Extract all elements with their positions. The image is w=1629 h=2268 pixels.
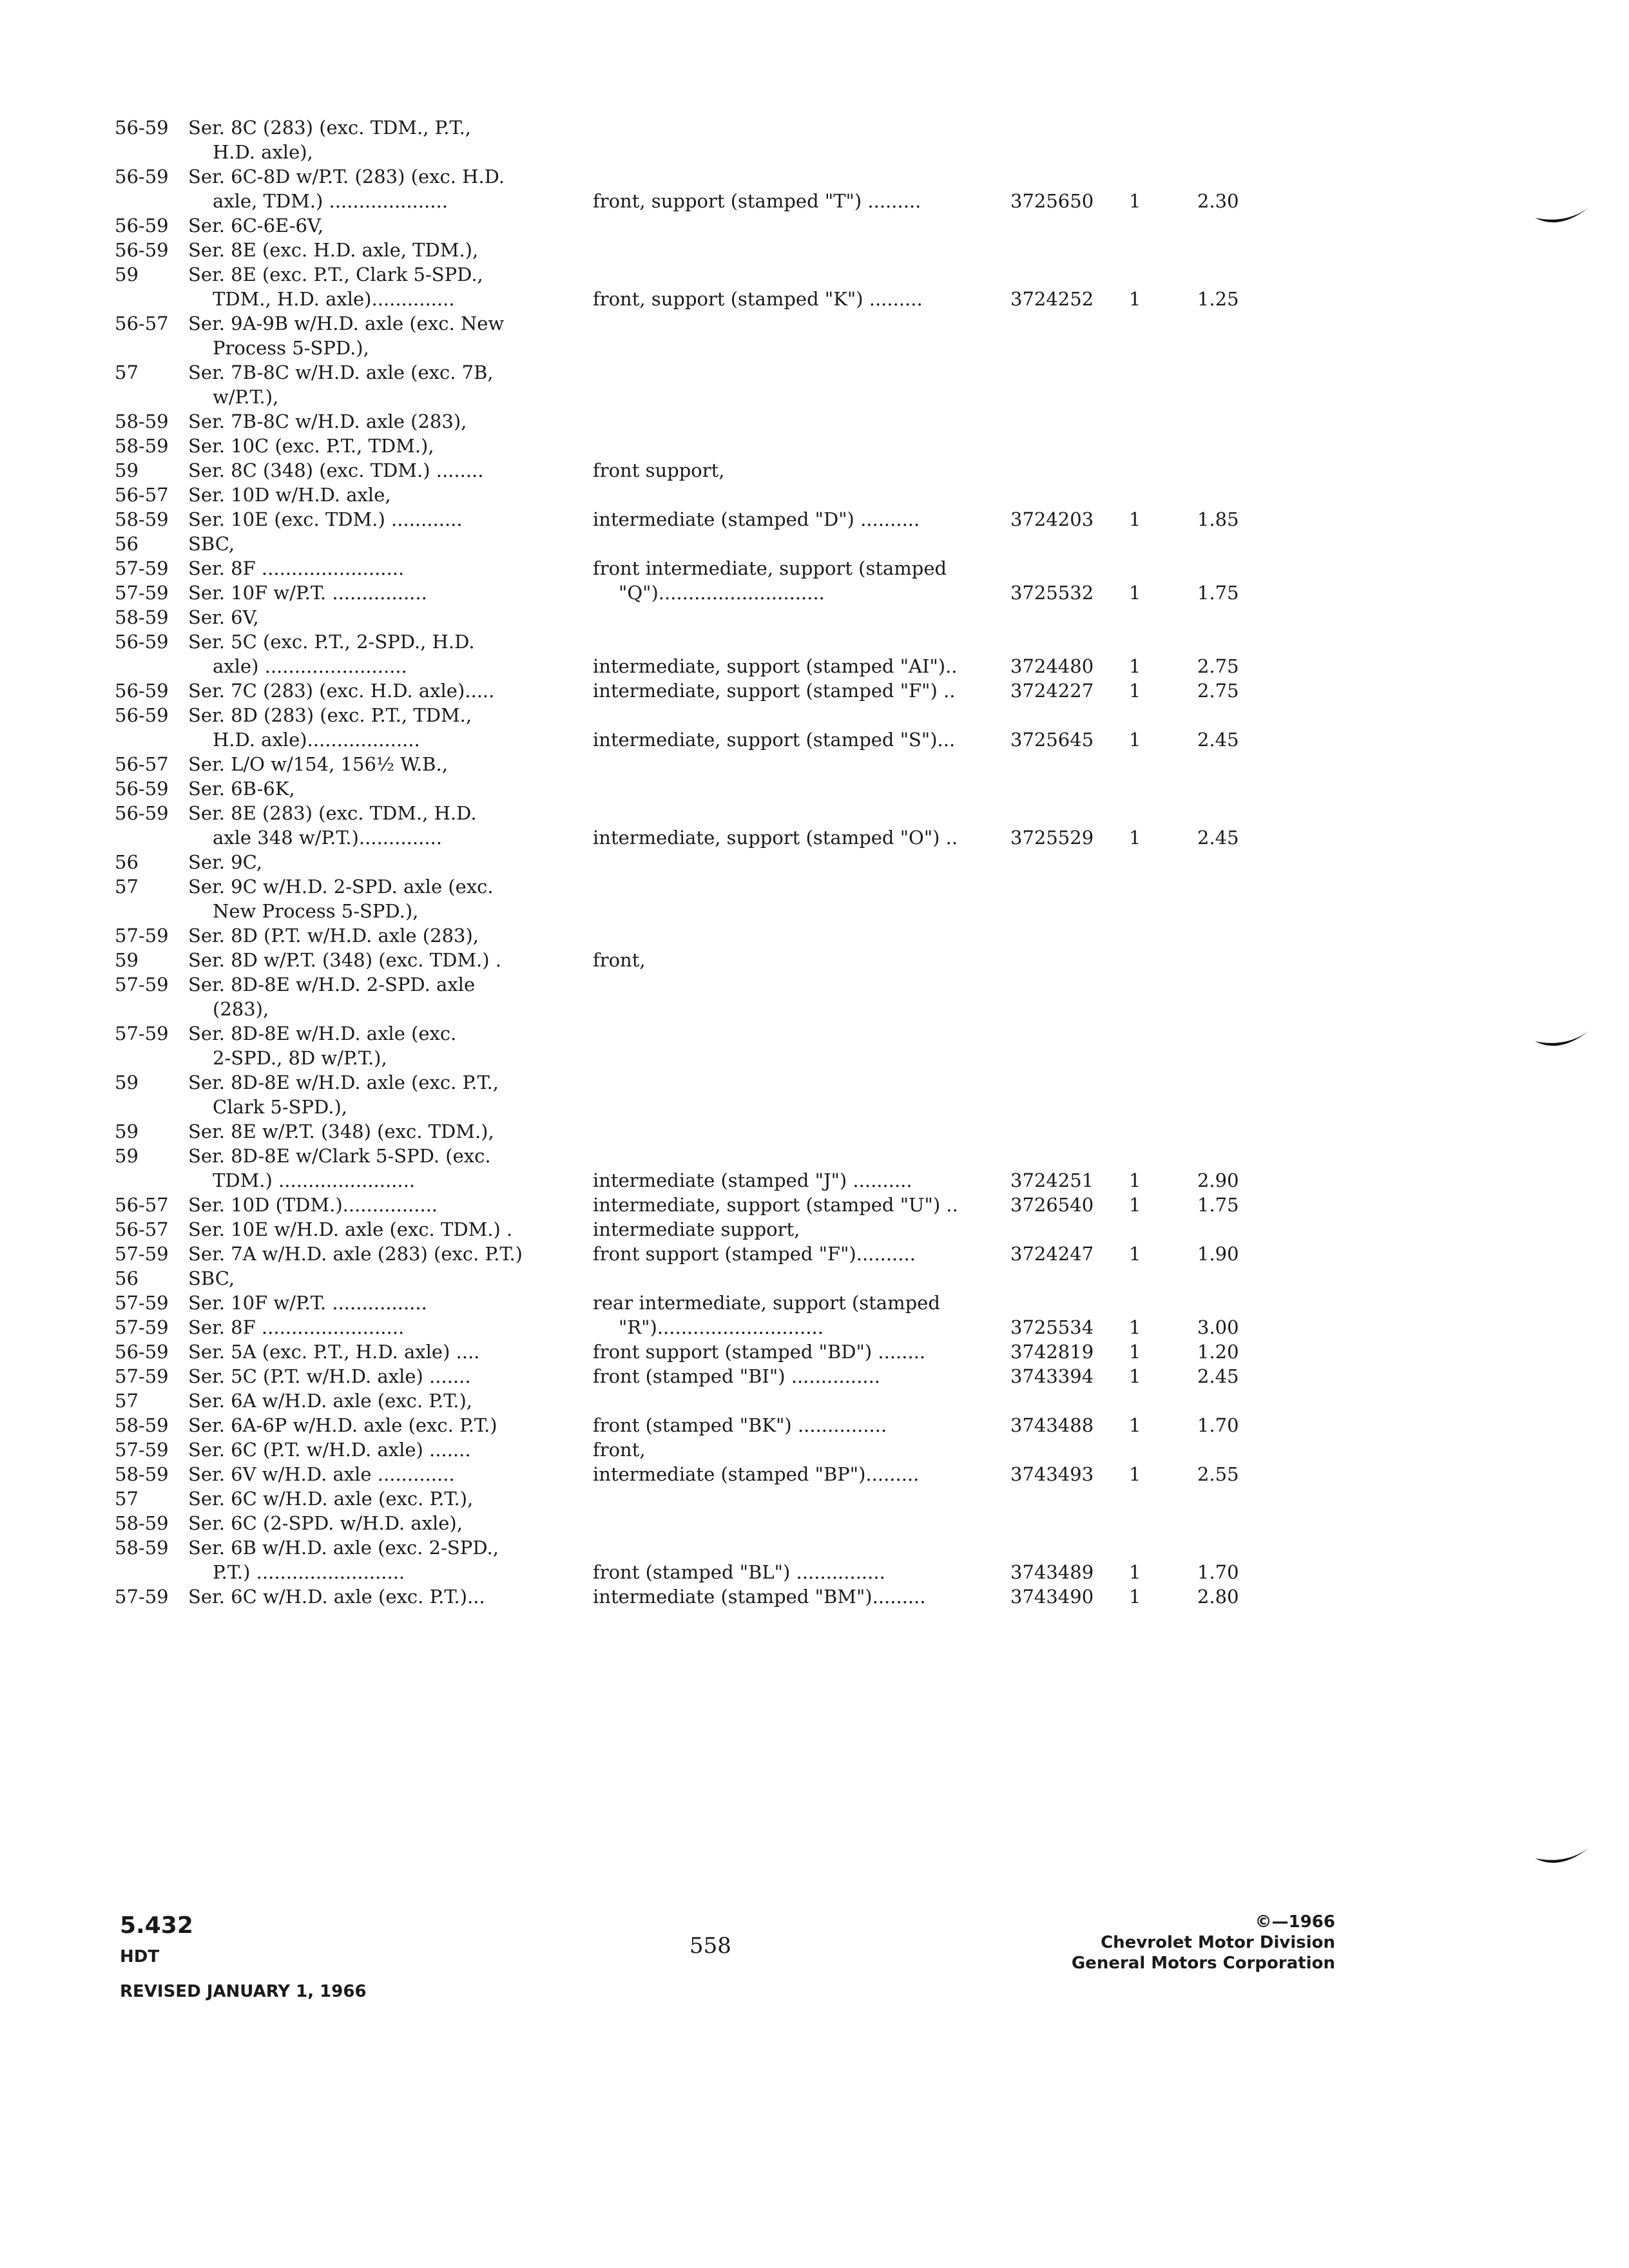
- part-number: 3724247: [1010, 1243, 1094, 1265]
- model-years: 56-59: [115, 166, 169, 187]
- model-years: 58-59: [115, 1537, 169, 1559]
- model-years: 56-57: [115, 753, 169, 775]
- table-row: [0, 947, 1629, 973]
- application: Ser. 8C (283) (exc. TDM., P.T.,: [188, 117, 472, 139]
- table-row: [0, 604, 1629, 630]
- model-years: 58-59: [115, 1463, 169, 1485]
- table-row: [0, 972, 1629, 997]
- application-continued: (283),: [213, 998, 269, 1020]
- table-row: [0, 115, 1629, 140]
- table-row: [0, 506, 1629, 532]
- application: Ser. 10E w/H.D. axle (exc. TDM.) .: [188, 1218, 513, 1240]
- application: Ser. 6C w/H.D. axle (exc. P.T.)...: [188, 1586, 485, 1608]
- part-number: 3743489: [1010, 1561, 1094, 1583]
- quantity: 1: [1129, 655, 1141, 677]
- table-row: [0, 825, 1629, 850]
- part-description: intermediate, support (stamped "S")...: [593, 729, 956, 751]
- check-mark-icon: [1534, 1028, 1592, 1054]
- list-price: 2.45: [1197, 827, 1239, 849]
- model-years: 57-59: [115, 1439, 169, 1461]
- part-description: intermediate, support (stamped "F") ..: [593, 680, 956, 702]
- list-price: 2.80: [1197, 1586, 1239, 1608]
- list-price: 2.45: [1197, 1365, 1239, 1387]
- table-row: [0, 1412, 1629, 1438]
- application: Ser. 9A-9B w/H.D. axle (exc. New: [188, 312, 505, 334]
- table-row: [0, 1192, 1629, 1218]
- application: Ser. 9C,: [188, 851, 262, 873]
- application: Ser. 8E (exc. P.T., Clark 5-SPD.,: [188, 264, 483, 285]
- quantity: 1: [1129, 1414, 1141, 1436]
- application: Ser. 6C-6E-6V,: [188, 215, 324, 236]
- quantity: 1: [1129, 1341, 1141, 1363]
- model-years: 59: [115, 1120, 139, 1142]
- table-row: [0, 702, 1629, 728]
- model-years: 58-59: [115, 1414, 169, 1436]
- quantity: 1: [1129, 1243, 1141, 1265]
- part-description: front support (stamped "BD") ........: [593, 1341, 926, 1363]
- table-row: [0, 384, 1629, 410]
- table-row: [0, 1535, 1629, 1561]
- quantity: 1: [1129, 1194, 1141, 1216]
- application: Ser. 8E (exc. H.D. axle, TDM.),: [188, 239, 479, 261]
- table-row: [0, 1339, 1629, 1365]
- model-years: 57-59: [115, 1023, 169, 1044]
- model-years: 57-59: [115, 582, 169, 604]
- application: SBC,: [188, 533, 235, 555]
- part-number: 3743490: [1010, 1586, 1094, 1608]
- part-description: front,: [593, 949, 646, 971]
- application: Ser. 10E (exc. TDM.) ............: [188, 508, 463, 530]
- table-row: [0, 678, 1629, 704]
- table-row: [0, 433, 1629, 459]
- table-row: [0, 335, 1629, 361]
- model-years: 57-59: [115, 925, 169, 947]
- table-row: [0, 874, 1629, 899]
- model-years: 57-59: [115, 1586, 169, 1608]
- part-number: 3743493: [1010, 1463, 1094, 1485]
- application: Ser. 10C (exc. P.T., TDM.),: [188, 435, 434, 457]
- model-years: 57-59: [115, 1316, 169, 1338]
- model-years: 57-59: [115, 557, 169, 579]
- application-continued: H.D. axle)...................: [213, 729, 420, 751]
- table-row: [0, 727, 1629, 753]
- table-row: [0, 1290, 1629, 1316]
- application: Ser. 5C (exc. P.T., 2-SPD., H.D.: [188, 631, 475, 653]
- table-row: [0, 213, 1629, 238]
- application: Ser. 6B-6K,: [188, 778, 295, 800]
- quantity: 1: [1129, 582, 1141, 604]
- model-years: 59: [115, 1072, 139, 1093]
- application: Ser. 10D w/H.D. axle,: [188, 484, 391, 506]
- table-row: [0, 1388, 1629, 1414]
- application-continued: 2-SPD., 8D w/P.T.),: [213, 1047, 387, 1069]
- application: Ser. 7B-8C w/H.D. axle (283),: [188, 410, 467, 432]
- table-row: [0, 1584, 1629, 1610]
- part-number: 3743394: [1010, 1365, 1094, 1387]
- application: Ser. 8F ........................: [188, 1316, 405, 1338]
- application-continued: New Process 5-SPD.),: [213, 900, 419, 922]
- list-price: 1.90: [1197, 1243, 1239, 1265]
- part-description: rear intermediate, support (stamped: [593, 1292, 940, 1314]
- table-row: [0, 898, 1629, 924]
- list-price: 1.75: [1197, 582, 1239, 604]
- quantity: 1: [1129, 827, 1141, 849]
- model-years: 56-59: [115, 1341, 169, 1363]
- table-row: [0, 1241, 1629, 1267]
- table-row: [0, 1119, 1629, 1144]
- model-years: 56-59: [115, 215, 169, 236]
- application: Ser. 6C w/H.D. axle (exc. P.T.),: [188, 1488, 474, 1510]
- part-number: 3725645: [1010, 729, 1094, 751]
- model-years: 58-59: [115, 508, 169, 530]
- part-description: front (stamped "BL") ...............: [593, 1561, 885, 1583]
- part-description: intermediate, support (stamped "AI")..: [593, 655, 958, 677]
- model-years: 58-59: [115, 1512, 169, 1534]
- model-years: 57: [115, 361, 139, 383]
- application: Ser. 6C-8D w/P.T. (283) (exc. H.D.: [188, 166, 505, 187]
- list-price: 1.70: [1197, 1414, 1239, 1436]
- list-price: 2.75: [1197, 655, 1239, 677]
- table-row: [0, 1486, 1629, 1512]
- category-label: HDT: [120, 1947, 160, 1966]
- application: Ser. 8E w/P.T. (348) (exc. TDM.),: [188, 1120, 494, 1142]
- table-row: [0, 311, 1629, 336]
- list-price: 2.30: [1197, 190, 1239, 212]
- list-price: 1.85: [1197, 508, 1239, 530]
- application-continued: TDM., H.D. axle)..............: [213, 288, 455, 310]
- copyright: ©—1966: [1255, 1912, 1335, 1932]
- model-years: 56-59: [115, 680, 169, 702]
- application-continued: P.T.) .........................: [213, 1561, 405, 1583]
- model-years: 56-59: [115, 117, 169, 139]
- check-mark-icon: [1534, 1845, 1592, 1871]
- model-years: 57-59: [115, 1292, 169, 1314]
- quantity: 1: [1129, 1169, 1141, 1191]
- application: Ser. 10F w/P.T. ................: [188, 582, 427, 604]
- quantity: 1: [1129, 1316, 1141, 1338]
- application-continued: Process 5-SPD.),: [213, 337, 369, 359]
- model-years: 56-59: [115, 704, 169, 726]
- application: Ser. 8F ........................: [188, 557, 405, 579]
- part-number: 3743488: [1010, 1414, 1094, 1436]
- division-name: Chevrolet Motor Division: [1101, 1933, 1335, 1952]
- part-number: 3742819: [1010, 1341, 1094, 1363]
- model-years: 58-59: [115, 435, 169, 457]
- application: Ser. 6V,: [188, 606, 259, 628]
- application: Ser. 8D w/P.T. (348) (exc. TDM.) .: [188, 949, 501, 971]
- table-row: [0, 653, 1629, 679]
- quantity: 1: [1129, 508, 1141, 530]
- part-description-continued: "Q")............................: [619, 582, 825, 604]
- application: Ser. 8E (283) (exc. TDM., H.D.: [188, 802, 477, 824]
- part-description-continued: "R")............................: [619, 1316, 824, 1338]
- model-years: 56-59: [115, 778, 169, 800]
- application-continued: w/P.T.),: [213, 386, 279, 408]
- application: Ser. 8C (348) (exc. TDM.) ........: [188, 459, 484, 481]
- table-row: [0, 1559, 1629, 1585]
- application: Ser. 6C (P.T. w/H.D. axle) .......: [188, 1439, 471, 1461]
- table-row: [0, 996, 1629, 1022]
- model-years: 57-59: [115, 1243, 169, 1265]
- model-years: 58-59: [115, 606, 169, 628]
- application: Ser. 6A-6P w/H.D. axle (exc. P.T.): [188, 1414, 497, 1436]
- part-description: front support,: [593, 459, 725, 481]
- quantity: 1: [1129, 1463, 1141, 1485]
- application: SBC,: [188, 1267, 235, 1289]
- application-continued: axle) ........................: [213, 655, 407, 677]
- list-price: 2.90: [1197, 1169, 1239, 1191]
- model-years: 56-57: [115, 312, 169, 334]
- table-row: [0, 188, 1629, 214]
- table-row: [0, 849, 1629, 875]
- application: Ser. 8D-8E w/H.D. 2-SPD. axle: [188, 974, 476, 995]
- table-row: [0, 800, 1629, 826]
- application: Ser. 7C (283) (exc. H.D. axle).....: [188, 680, 495, 702]
- table-row: [0, 164, 1629, 189]
- part-description: front,: [593, 1439, 646, 1461]
- model-years: 56-59: [115, 239, 169, 261]
- application: Ser. 8D-8E w/H.D. axle (exc.: [188, 1023, 457, 1044]
- application: Ser. L/O w/154, 156½ W.B.,: [188, 753, 448, 775]
- model-years: 56-57: [115, 1218, 169, 1240]
- application: Ser. 8D (283) (exc. P.T., TDM.,: [188, 704, 472, 726]
- application-continued: H.D. axle),: [213, 141, 313, 163]
- table-row: [0, 482, 1629, 508]
- application-continued: axle 348 w/P.T.)..............: [213, 827, 442, 849]
- list-price: 1.70: [1197, 1561, 1239, 1583]
- quantity: 1: [1129, 190, 1141, 212]
- part-number: 3725534: [1010, 1316, 1094, 1338]
- table-row: [0, 262, 1629, 287]
- table-row: [0, 1314, 1629, 1340]
- part-number: 3725532: [1010, 582, 1094, 604]
- application: Ser. 8D-8E w/H.D. axle (exc. P.T.,: [188, 1072, 499, 1093]
- table-row: [0, 531, 1629, 557]
- quantity: 1: [1129, 680, 1141, 702]
- application: Ser. 10F w/P.T. ................: [188, 1292, 427, 1314]
- application: Ser. 7A w/H.D. axle (283) (exc. P.T.): [188, 1243, 523, 1265]
- check-mark-icon: [1534, 205, 1592, 231]
- part-number: 3724203: [1010, 508, 1094, 530]
- application: Ser. 6C (2-SPD. w/H.D. axle),: [188, 1512, 463, 1534]
- list-price: 2.55: [1197, 1463, 1239, 1485]
- part-number: 3725529: [1010, 827, 1094, 849]
- part-description: intermediate, support (stamped "O") ..: [593, 827, 958, 849]
- table-row: [0, 1094, 1629, 1120]
- part-description: front intermediate, support (stamped: [593, 557, 947, 579]
- table-row: [0, 751, 1629, 777]
- model-years: 59: [115, 459, 139, 481]
- page-number: 558: [689, 1933, 731, 1959]
- table-row: [0, 1437, 1629, 1463]
- model-years: 56-57: [115, 1194, 169, 1216]
- model-years: 58-59: [115, 410, 169, 432]
- list-price: 2.75: [1197, 680, 1239, 702]
- table-row: [0, 1045, 1629, 1071]
- model-years: 56-57: [115, 484, 169, 506]
- model-years: 57: [115, 1488, 139, 1510]
- model-years: 57-59: [115, 1365, 169, 1387]
- table-row: [0, 1168, 1629, 1193]
- table-row: [0, 555, 1629, 581]
- table-row: [0, 1021, 1629, 1046]
- part-description: front support (stamped "F")..........: [593, 1243, 916, 1265]
- model-years: 56-59: [115, 631, 169, 653]
- application: Ser. 5C (P.T. w/H.D. axle) .......: [188, 1365, 471, 1387]
- part-description: front, support (stamped "K") .........: [593, 288, 923, 310]
- part-number: 3726540: [1010, 1194, 1094, 1216]
- model-years: 56: [115, 851, 139, 873]
- model-years: 57: [115, 876, 139, 898]
- table-row: [0, 923, 1629, 948]
- quantity: 1: [1129, 1365, 1141, 1387]
- part-description: intermediate (stamped "J") ..........: [593, 1169, 912, 1191]
- part-number: 3724480: [1010, 655, 1094, 677]
- table-row: [0, 1461, 1629, 1487]
- application: Ser. 6A w/H.D. axle (exc. P.T.),: [188, 1390, 473, 1412]
- part-description: intermediate (stamped "BM").........: [593, 1586, 926, 1608]
- application: Ser. 9C w/H.D. 2-SPD. axle (exc.: [188, 876, 494, 898]
- quantity: 1: [1129, 1586, 1141, 1608]
- model-years: 57: [115, 1390, 139, 1412]
- application-continued: TDM.) .......................: [213, 1169, 416, 1191]
- application: Ser. 5A (exc. P.T., H.D. axle) ....: [188, 1341, 480, 1363]
- model-years: 56: [115, 1267, 139, 1289]
- quantity: 1: [1129, 1561, 1141, 1583]
- model-years: 56: [115, 533, 139, 555]
- table-row: [0, 360, 1629, 385]
- table-row: [0, 408, 1629, 434]
- table-row: [0, 457, 1629, 483]
- application-continued: Clark 5-SPD.),: [213, 1096, 348, 1118]
- table-row: [0, 1070, 1629, 1095]
- list-price: 3.00: [1197, 1316, 1239, 1338]
- model-years: 59: [115, 949, 139, 971]
- table-row: [0, 776, 1629, 802]
- model-years: 59: [115, 264, 139, 285]
- application: Ser. 8D (P.T. w/H.D. axle (283),: [188, 925, 479, 947]
- model-years: 57-59: [115, 974, 169, 995]
- table-row: [0, 237, 1629, 263]
- application: Ser. 6V w/H.D. axle .............: [188, 1463, 455, 1485]
- table-row: [0, 1265, 1629, 1291]
- part-description: front (stamped "BK") ...............: [593, 1414, 887, 1436]
- application-continued: axle, TDM.) ....................: [213, 190, 448, 212]
- table-row: [0, 629, 1629, 655]
- model-years: 59: [115, 1145, 139, 1167]
- part-number: 3724227: [1010, 680, 1094, 702]
- model-years: 56-59: [115, 802, 169, 824]
- list-price: 1.75: [1197, 1194, 1239, 1216]
- application: Ser. 10D (TDM.)................: [188, 1194, 438, 1216]
- table-row: [0, 1363, 1629, 1389]
- part-description: intermediate (stamped "D") ..........: [593, 508, 920, 530]
- table-row: [0, 286, 1629, 312]
- revision-date: REVISED JANUARY 1, 1966: [120, 1982, 367, 2001]
- list-price: 2.45: [1197, 729, 1239, 751]
- quantity: 1: [1129, 288, 1141, 310]
- table-row: [0, 1216, 1629, 1242]
- part-number: 3724252: [1010, 288, 1094, 310]
- part-description: intermediate, support (stamped "U") ..: [593, 1194, 958, 1216]
- table-row: [0, 1510, 1629, 1536]
- corporation-name: General Motors Corporation: [1071, 1954, 1335, 1973]
- list-price: 1.20: [1197, 1341, 1239, 1363]
- section-number: 5.432: [120, 1912, 193, 1939]
- application: Ser. 8D-8E w/Clark 5-SPD. (exc.: [188, 1145, 491, 1167]
- part-number: 3725650: [1010, 190, 1094, 212]
- table-row: [0, 1143, 1629, 1169]
- list-price: 1.25: [1197, 288, 1239, 310]
- part-description: intermediate support,: [593, 1218, 800, 1240]
- application: Ser. 7B-8C w/H.D. axle (exc. 7B,: [188, 361, 494, 383]
- part-number: 3724251: [1010, 1169, 1094, 1191]
- table-row: [0, 139, 1629, 165]
- part-description: intermediate (stamped "BP").........: [593, 1463, 920, 1485]
- application: Ser. 6B w/H.D. axle (exc. 2-SPD.,: [188, 1537, 499, 1559]
- table-row: [0, 580, 1629, 606]
- quantity: 1: [1129, 729, 1141, 751]
- part-description: front (stamped "BI") ...............: [593, 1365, 881, 1387]
- part-description: front, support (stamped "T") .........: [593, 190, 921, 212]
